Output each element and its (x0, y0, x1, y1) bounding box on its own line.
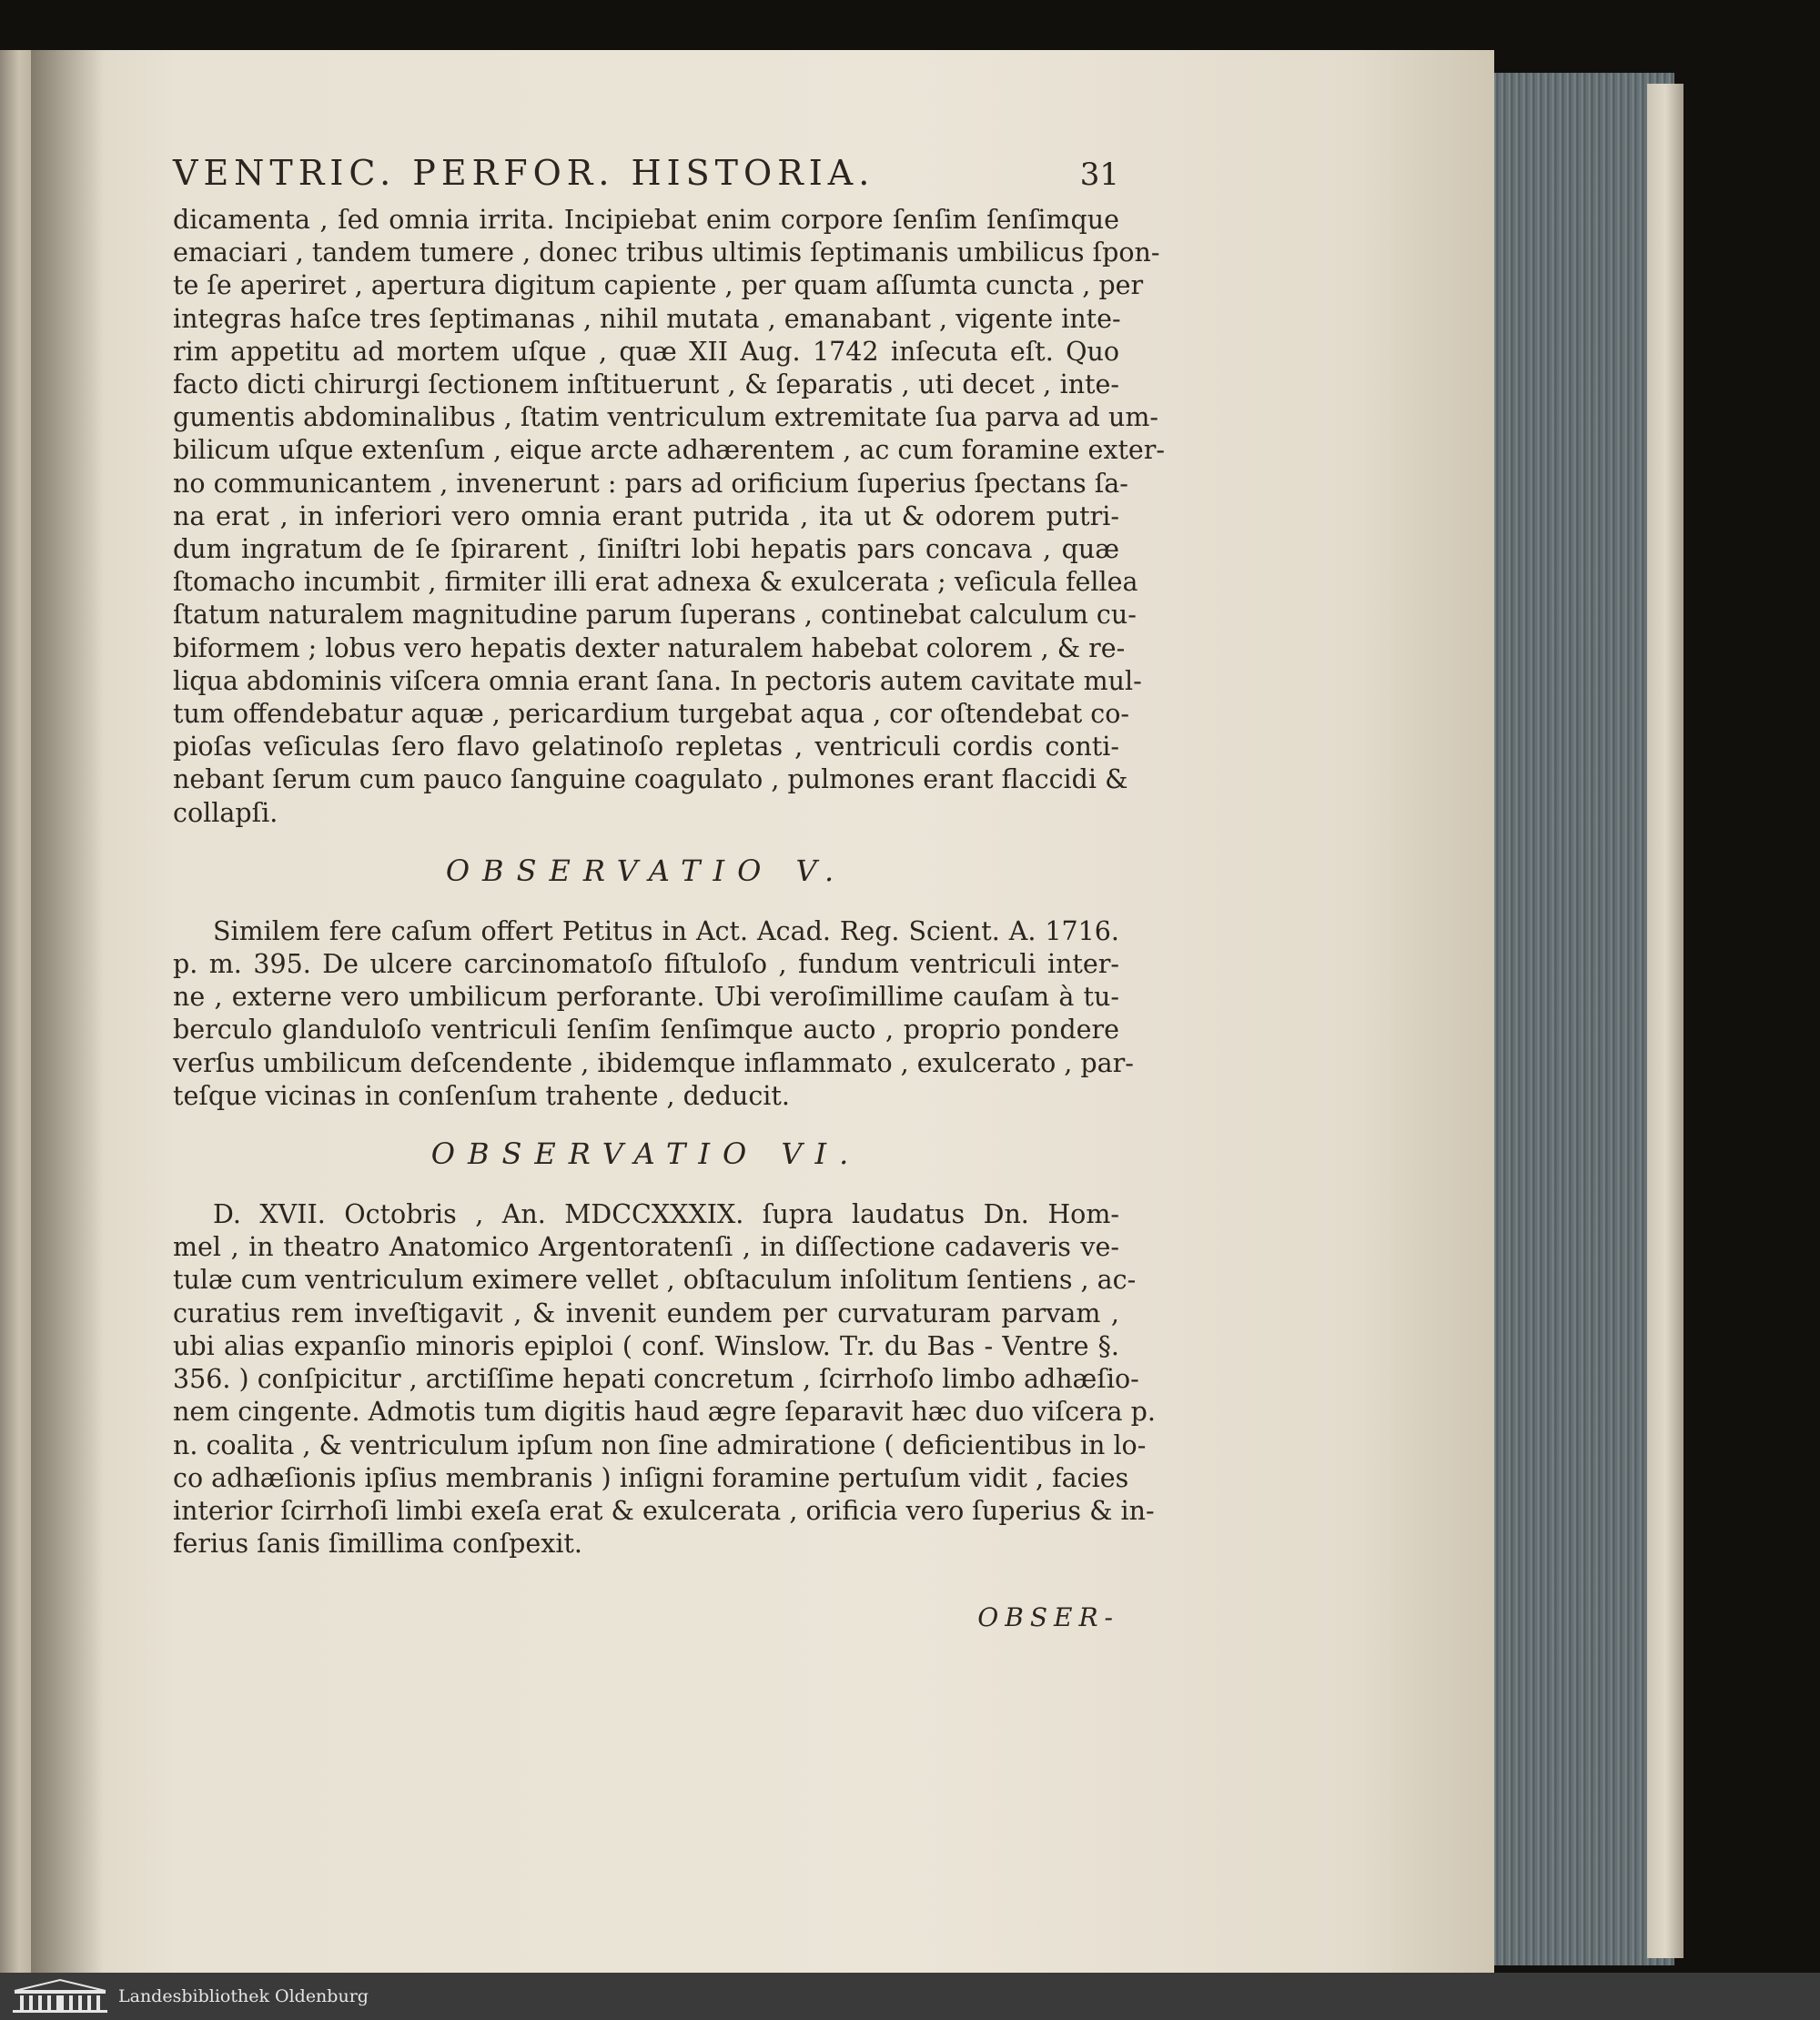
running-head (173, 153, 1119, 193)
text-line: interior ſcirrhoſi limbi exeſa erat & exulcerata , orificia vero ſuperius & in- (173, 1495, 1155, 1526)
text-line: pioſas veſiculas ſero flavo gelatinoſo repletas , ventriculi cordis conti- (173, 732, 1119, 763)
text-line: gumentis abdominalibus , ſtatim ventriculum extremitate ſua parva ad um- (173, 402, 1158, 433)
paragraph-continuation (173, 204, 1166, 830)
text-line: co adhæſionis ipſius membranis ) inſigni foramine pertuſum vidit , facies (173, 1462, 1129, 1493)
text-line: na erat , in inferiori vero omnia erant putrida , ita ut & odorem putri- (173, 500, 1119, 531)
text-line: te ſe aperiret , apertura digitum capiente , per quam aſſumta cuncta , per (173, 270, 1144, 301)
text-line: mel , in theatro Anatomico Argentoratenſi , in diſſectione cadaveris ve- (173, 1232, 1119, 1263)
book-cover-edge (1647, 84, 1684, 1958)
observation-heading-v: OBSERVATIO V. (445, 853, 847, 888)
text-line: emaciari , tandem tumere , donec tribus ultimis ſeptimanis umbilicus ſpon- (173, 237, 1160, 268)
text-line: facto dicti chirurgi ſectionem inſtituerunt , & ſeparatis , uti decet , inte- (173, 369, 1119, 400)
page-text (173, 153, 1166, 1633)
paragraph-observatio-vi (173, 1198, 1156, 1560)
text-line: tum offendebatur aquæ , pericardium turgebat aqua , cor oſtendebat co- (173, 699, 1129, 730)
text-line: Similem fere caſum offert Petitus in Act. Acad. Reg. Scient. A. 1716. (213, 915, 1119, 946)
running-head-title: VENTRIC. PERFOR. HISTORIA. (173, 153, 875, 193)
library-footer (0, 1973, 1820, 2020)
text-line: biformem ; lobus vero hepatis dexter naturalem habebat colorem , & re- (173, 632, 1126, 663)
text-line: ferius ſanis ſimillima conſpexit. (173, 1529, 582, 1560)
text-line: integras haſce tres ſeptimanas , nihil mutata , emanabant , vigente inte- (173, 303, 1121, 334)
text-line: collapſi. (173, 797, 278, 828)
observation-heading-vi: OBSERVATIO VI. (430, 1136, 862, 1172)
text-line: teſque vicinas in conſenſum trahente , deducit. (173, 1080, 790, 1111)
library-name: Landesbibliothek Oldenburg (118, 1986, 369, 2006)
text-line: rim appetitu ad mortem uſque , quæ XII Aug. 1742 inſecuta eſt. Quo (173, 336, 1119, 367)
text-line: n. coalita , & ventriculum ipſum non ſine admiratione ( deficientibus in lo- (173, 1429, 1147, 1460)
text-line: no communicantem , invenerunt : pars ad orificium ſuperius ſpectans ſa- (173, 468, 1128, 499)
text-line: ſtatum naturalem magnitudine parum ſuperans , continebat calculum cu- (173, 600, 1137, 631)
library-building-logo-icon (11, 1978, 109, 2015)
text-line: ſtomacho incumbit , firmiter illi erat adnexa & exulcerata ; veſicula fellea (173, 567, 1138, 598)
left-page-edge (0, 50, 35, 1973)
text-line: p. m. 395. De ulcere carcinomatoſo fiſtuloſo , fundum ventriculi inter- (173, 949, 1119, 980)
text-line: berculo glanduloſo ventriculi ſenſim ſenſimque aucto , proprio pondere (173, 1015, 1119, 1045)
text-line: dicamenta , ſed omnia irrita. Incipiebat enim corpore ſenſim ſenſimque (173, 205, 1119, 235)
gutter-shadow (31, 50, 104, 1973)
text-line: curatius rem inveſtigavit , & invenit eundem per curvaturam parvam , (173, 1298, 1119, 1328)
text-line: ubi alias expanſio minoris epiploi ( conf. Winslow. Tr. du Bas - Ventre §. (173, 1330, 1119, 1361)
page-number: 31 (1079, 157, 1119, 193)
text-line: nebant ſerum cum pauco ſanguine coagulato , pulmones erant flaccidi & (173, 764, 1128, 795)
text-line: bilicum uſque extenſum , eique arcte adhærentem , ac cum foramine exter- (173, 435, 1166, 466)
paragraph-observatio-v (173, 915, 1134, 1113)
text-line: verſus umbilicum deſcendente , ibidemque inflammato , exulcerato , par- (173, 1047, 1134, 1078)
text-line: tulæ cum ventriculum eximere vellet , obſtaculum inſolitum ſentiens , ac- (173, 1265, 1137, 1296)
text-line: ne , externe vero umbilicum perforante. Ubi veroſimillime cauſam à tu- (173, 982, 1119, 1013)
text-line: dum ingratum de ſe ſpirarent , ſiniſtri lobi hepatis pars concava , quæ (173, 534, 1119, 565)
text-line: nem cingente. Admotis tum digitis haud ægre ſeparavit hæc duo viſcera p. (173, 1397, 1156, 1428)
text-line: D. XVII. Octobris , An. MDCCXXXIX. ſupra laudatus Dn. Hom- (213, 1199, 1119, 1230)
text-line: 356. ) conſpicitur , arctiſſime hepati concretum , ſcirrhoſo limbo adhæſio- (173, 1364, 1139, 1395)
text-line: liqua abdominis viſcera omnia erant ſana. In pectoris autem cavitate mul- (173, 665, 1142, 696)
catchword: OBSER- (977, 1602, 1119, 1633)
